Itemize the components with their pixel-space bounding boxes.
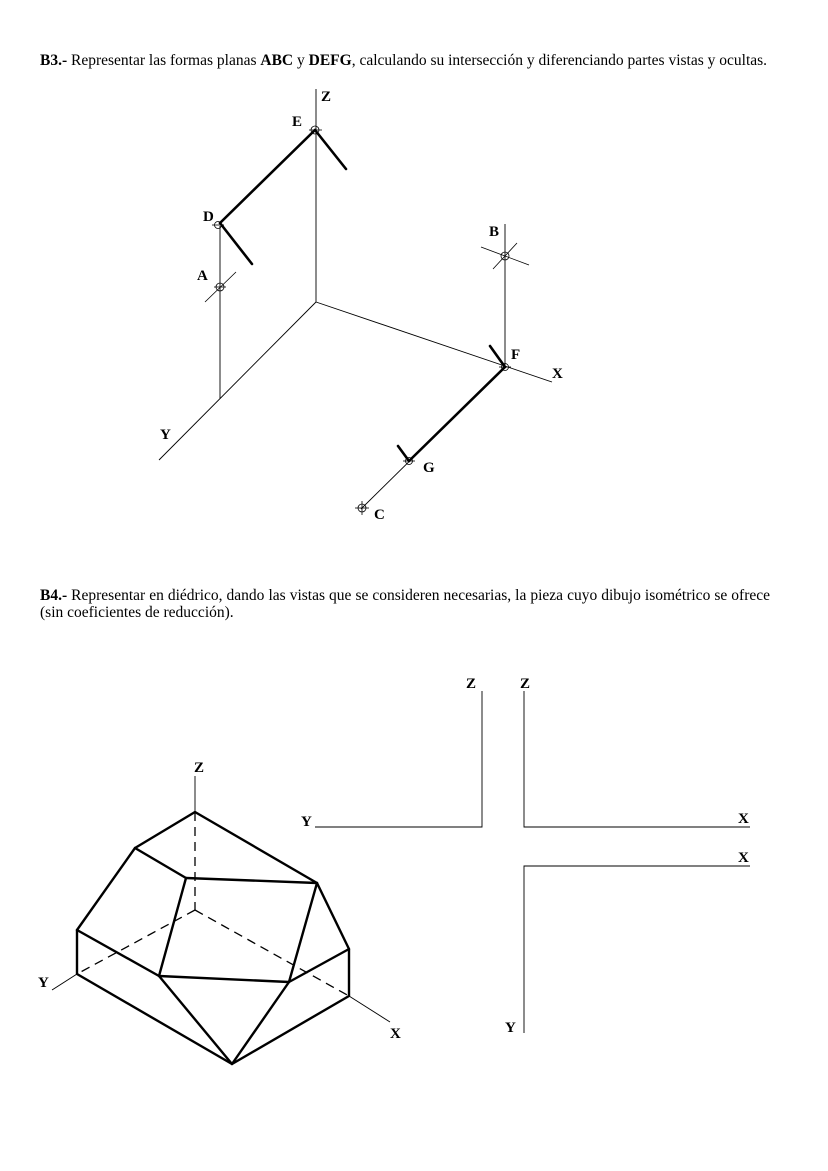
b4-frame-plan bbox=[524, 866, 750, 1033]
b4-iso-label-y: Y bbox=[38, 975, 49, 991]
b4-iso-axis-x bbox=[349, 996, 390, 1022]
figure-b4-dihedral bbox=[301, 676, 750, 1036]
b3-marker-a bbox=[205, 272, 236, 302]
b4-frame-elevation bbox=[524, 691, 750, 827]
b3-label-g: G bbox=[423, 460, 435, 476]
problem-b3-id: B3.- bbox=[40, 52, 68, 69]
problem-b3-bold-abc: ABC bbox=[260, 52, 294, 69]
b4-iso-hidden-x bbox=[195, 910, 349, 996]
b3-label-y: Y bbox=[160, 427, 171, 443]
b3-trace-f-g bbox=[409, 367, 505, 461]
problem-b4-id: B4.- bbox=[40, 587, 68, 604]
b3-label-x: X bbox=[552, 366, 563, 382]
b3-label-f: F bbox=[511, 347, 521, 363]
b4-label-x-upper: X bbox=[738, 811, 749, 827]
b3-label-b: B bbox=[489, 224, 500, 240]
figure-b3 bbox=[159, 89, 563, 523]
b3-axis-x-line bbox=[316, 302, 552, 382]
b4-frame-profile bbox=[315, 691, 482, 827]
problem-b3-text-1: Representar las formas planas bbox=[67, 52, 261, 69]
b3-trace-d-stub bbox=[220, 223, 252, 264]
b4-label-x-lower: X bbox=[738, 850, 749, 866]
b3-label-c: C bbox=[374, 507, 385, 523]
b3-label-d: D bbox=[203, 209, 214, 225]
b3-trace-e-stub bbox=[315, 130, 346, 169]
b3-label-a: A bbox=[197, 268, 208, 284]
b4-iso-axis-y bbox=[52, 974, 77, 990]
b4-iso-label-x: X bbox=[390, 1026, 401, 1042]
problem-b3-text-2: y bbox=[293, 52, 309, 69]
b4-iso-solid-body bbox=[77, 812, 349, 1064]
b4-label-y-left: Y bbox=[301, 814, 312, 830]
b3-label-z: Z bbox=[321, 89, 332, 105]
problem-b3-bold-defg: DEFG bbox=[308, 52, 352, 69]
problem-b3-text-3: , calculando su intersección y diferenciando partes vistas y ocultas. bbox=[351, 52, 768, 69]
figure-b4-isometric bbox=[38, 760, 401, 1064]
b3-axis-y-line bbox=[159, 302, 316, 460]
b4-label-y-bottom: Y bbox=[505, 1020, 516, 1036]
b3-trace-g-stub bbox=[398, 446, 409, 461]
b4-iso-label-z: Z bbox=[194, 760, 205, 776]
b4-label-z-left: Z bbox=[466, 676, 477, 692]
b3-trace-d-e bbox=[220, 130, 315, 223]
b4-label-z-right: Z bbox=[520, 676, 531, 692]
b3-label-e: E bbox=[292, 114, 303, 130]
problem-b4-text: Representar en diédrico, dando las vistas que se consideren necesarias, la pieza cuyo dibujo isométrico se ofrece (sin coeficientes de reducción). bbox=[40, 587, 770, 621]
